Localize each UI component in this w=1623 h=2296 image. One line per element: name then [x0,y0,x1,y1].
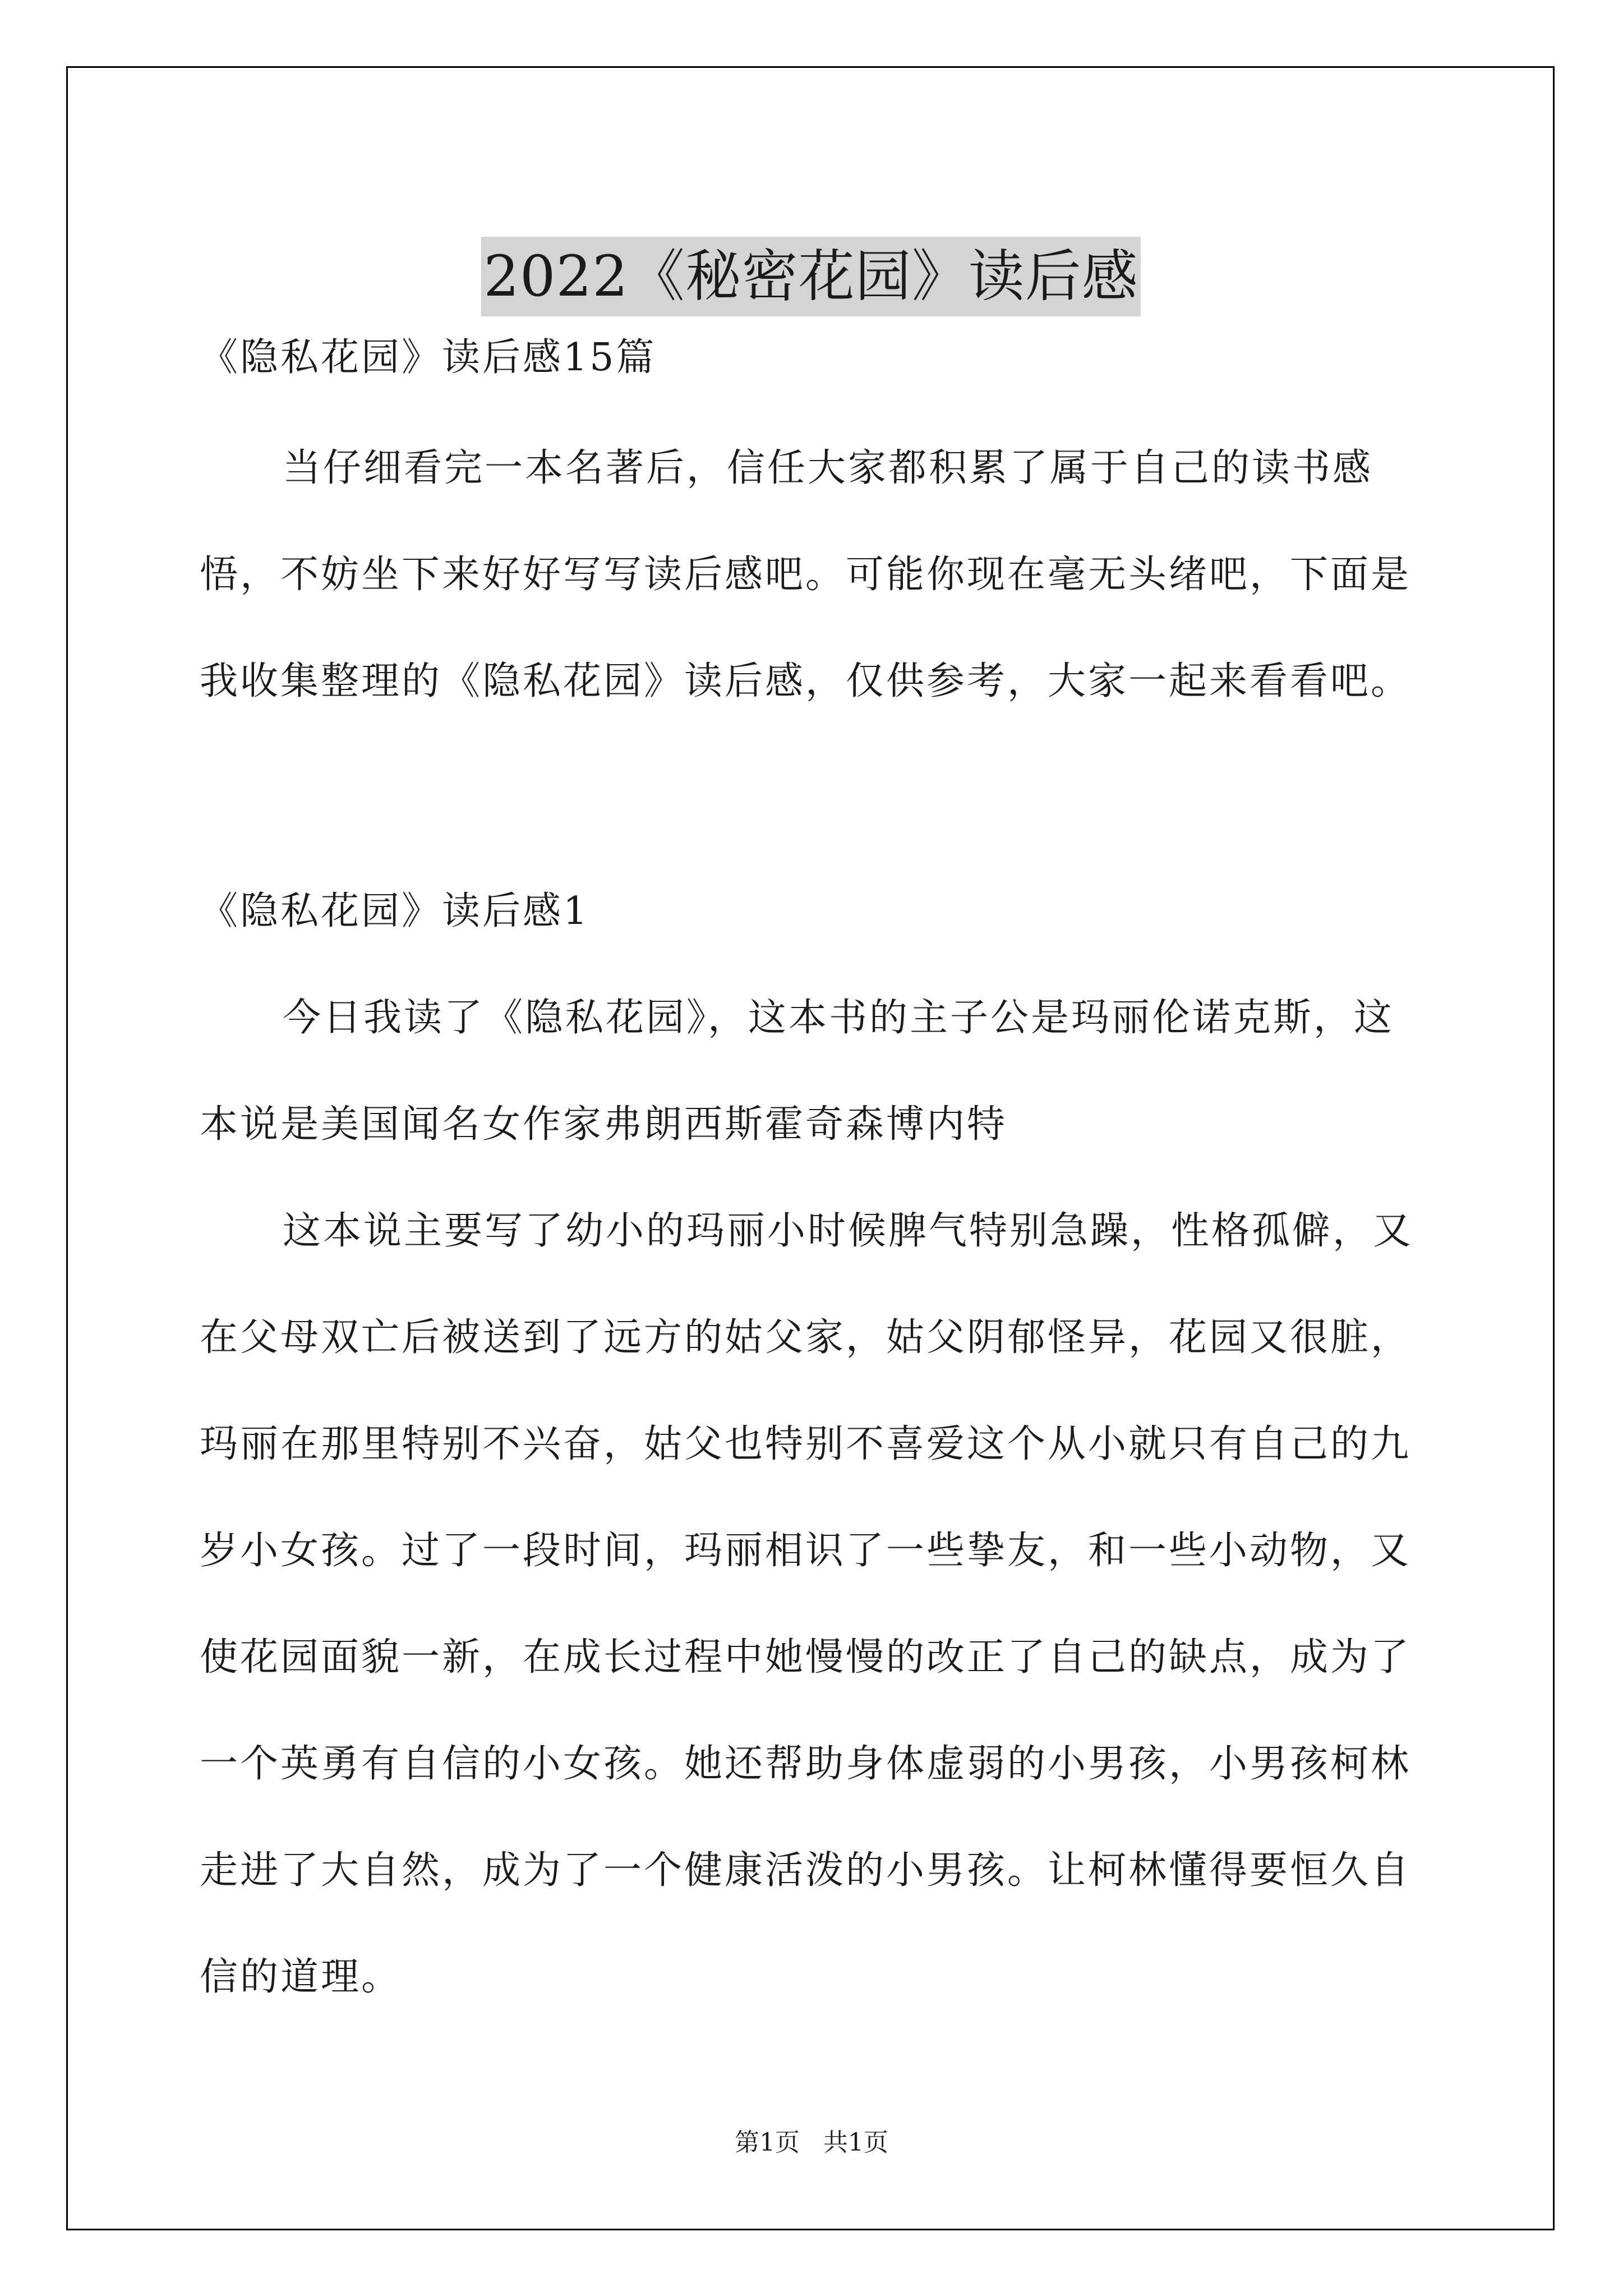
subtitle: 《隐私花园》读后感15篇 [200,335,657,380]
document-title: 2022《秘密花园》读后感 [481,237,1141,316]
section-heading: 《隐私花园》读后感1 [200,889,590,933]
page-footer [0,2126,1623,2160]
intro-paragraph: 当仔细看完一本名著后，信任大家都积累了属于自己的读书感悟，不妨坐下来好好写写读后感吧。可能你现在毫无头绪吧，下面是我收集整理的《隐私花园》读后感，仅供参考，大家一起来看看吧。 [200,446,1412,703]
paragraph-1: 今日我读了《隐私花园》，这本书的主子公是玛丽伦诺克斯，这本说是美国闻名女作家弗朗西斯霍奇森博内特 [200,996,1395,1147]
page-total: 共1页 [823,2128,888,2157]
paragraph-2: 这本说主要写了幼小的玛丽小时候脾气特别急躁，性格孤僻，又在父母双亡后被送到了远方的姑父家，姑父阴郁怪异，花园又很脏，玛丽在那里特别不兴奋，姑父也特别不喜爱这个从小就只有自己的九岁小女孩。过了一段时间，玛丽相识了一些挚友，和一些小动物，又使花园面貌一新，在成长过程中她慢慢的改正了自己的缺点，成为了一个英勇有自信的小女孩。她还帮助身体虚弱的小男孩，小男孩柯林走进了大自然，成为了一个健康活泼的小男孩。让柯林懂得要恒久自信的道理。 [200,1209,1414,1999]
page-number: 第1页 [735,2128,800,2157]
